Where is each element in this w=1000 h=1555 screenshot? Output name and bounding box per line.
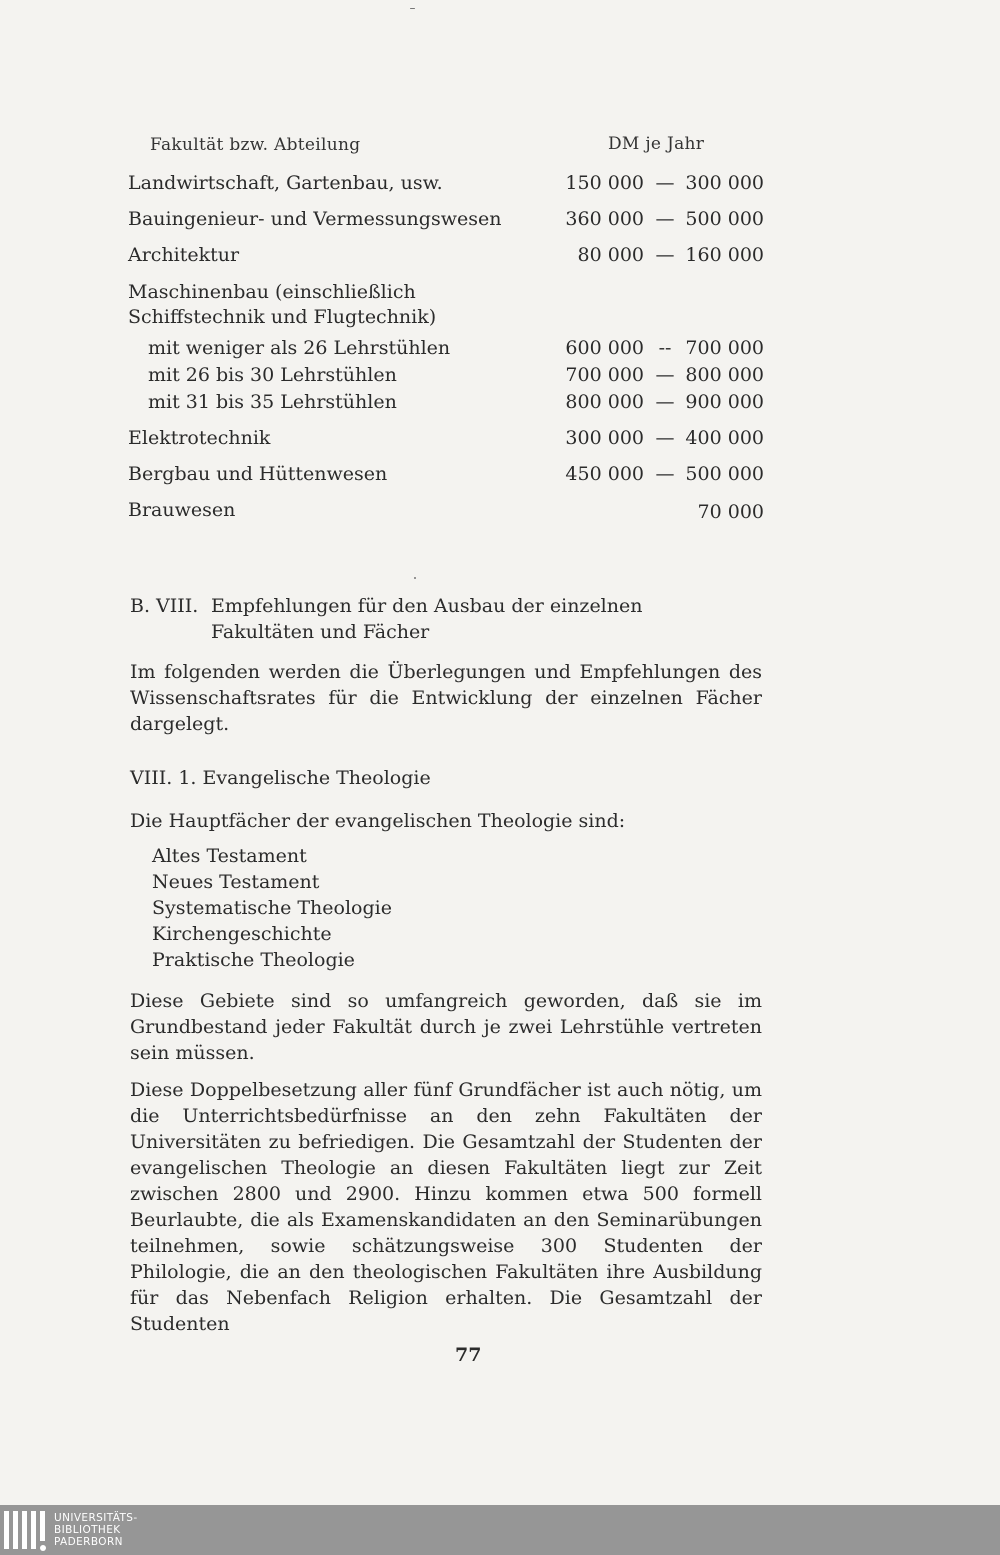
table-header-amount: DM je Jahr xyxy=(608,134,705,154)
range-dash: — xyxy=(655,208,675,230)
section-title-line2: Fakultäten und Fächer xyxy=(211,621,430,643)
table-row xyxy=(128,172,764,202)
row-value-low: 600 000 xyxy=(565,337,644,359)
table-row xyxy=(128,364,764,394)
table-row xyxy=(128,499,764,529)
list-item: Systematische Theologie xyxy=(152,897,392,919)
row-label: Bauingenieur- und Vermessungswesen xyxy=(128,208,502,230)
row-value-high: 160 000 xyxy=(685,244,764,266)
row-value-high: 800 000 xyxy=(685,364,764,386)
scan-speck xyxy=(414,577,416,579)
row-value-high: 500 000 xyxy=(685,208,764,230)
range-dash: — xyxy=(655,172,675,194)
row-value-low: 800 000 xyxy=(565,391,644,413)
row-label-continuation: Schiffstechnik und Flugtechnik) xyxy=(128,306,437,328)
row-label: Maschinenbau (einschließlich xyxy=(128,281,416,303)
lead-sentence: Die Hauptfächer der evangelischen Theologie sind: xyxy=(130,810,626,832)
library-name-line: BIBLIOTHEK xyxy=(54,1524,121,1536)
page-number: 77 xyxy=(455,1344,482,1366)
range-dash: — xyxy=(655,463,675,485)
row-value-low: 360 000 xyxy=(565,208,644,230)
row-value-low: 700 000 xyxy=(565,364,644,386)
row-value-low: 80 000 xyxy=(577,244,644,266)
list-item: Kirchengeschichte xyxy=(152,923,332,945)
list-item: Altes Testament xyxy=(152,845,307,867)
section-number: B. VIII. xyxy=(130,595,199,617)
row-label: Architektur xyxy=(128,244,240,266)
scan-speck xyxy=(410,8,415,9)
range-dash: -- xyxy=(658,337,672,359)
row-value-low: 450 000 xyxy=(565,463,644,485)
list-item: Neues Testament xyxy=(152,871,320,893)
subject-list xyxy=(152,843,392,973)
table-row xyxy=(128,337,764,367)
row-value-low: 150 000 xyxy=(565,172,644,194)
row-value-high: 400 000 xyxy=(685,427,764,449)
table-row xyxy=(128,391,764,421)
paragraph: Diese Doppelbesetzung aller fünf Grundfächer ist auch nötig, um die Unterrichtsbedürfnisse an den zehn Fakultäten der Universitäten zu befriedigen. Die Gesamtzahl der Studenten der evangelischen Theologie an diesen Fakultäten liegt zur Zeit zwischen 2800 und 2900. Hinzu kommen etwa 500 formell Beurlaubte, die als Examenskandidaten an den Seminarübungen teilnehmen, sowie schätzungsweise 300 Studenten der Philologie, die an den theologischen Fakultäten ihre Ausbildung für das Nebenfach Religion erhalten. Die Gesamtzahl der Studenten xyxy=(130,1079,762,1335)
row-value-high: 300 000 xyxy=(685,172,764,194)
row-label: mit 26 bis 30 Lehrstühlen xyxy=(148,364,397,386)
row-value-high: 70 000 xyxy=(697,501,764,523)
range-dash: — xyxy=(655,244,675,266)
library-logo-icon xyxy=(4,1511,46,1551)
row-label: mit 31 bis 35 Lehrstühlen xyxy=(148,391,397,413)
library-name-line: PADERBORN xyxy=(54,1536,123,1548)
intro-paragraph: Im folgenden werden die Überlegungen und Empfehlungen des Wissenschaftsrates für die Entwicklung der einzelnen Fächer dargelegt. xyxy=(130,661,762,735)
row-value-low: 300 000 xyxy=(565,427,644,449)
row-label: Elektrotechnik xyxy=(128,427,271,449)
row-label: Bergbau und Hüttenwesen xyxy=(128,463,388,485)
row-value-high: 700 000 xyxy=(685,337,764,359)
library-name-line: UNIVERSITÄTS- xyxy=(54,1512,138,1524)
row-label: Brauwesen xyxy=(128,499,236,521)
row-value-high: 500 000 xyxy=(685,463,764,485)
table-row xyxy=(128,208,764,238)
row-label: mit weniger als 26 Lehrstühlen xyxy=(148,337,451,359)
subsection-heading: VIII. 1. Evangelische Theologie xyxy=(130,767,431,789)
library-footer-bar xyxy=(0,1505,1000,1555)
list-item: Praktische Theologie xyxy=(152,949,355,971)
range-dash: — xyxy=(655,427,675,449)
table-row xyxy=(128,427,764,457)
table-header-faculty: Fakultät bzw. Abteilung xyxy=(150,135,361,155)
table-row xyxy=(128,244,764,274)
range-dash: — xyxy=(655,364,675,386)
row-value-high: 900 000 xyxy=(685,391,764,413)
table-row xyxy=(128,463,764,493)
section-title-line1: Empfehlungen für den Ausbau der einzelnen xyxy=(211,595,643,617)
row-label: Landwirtschaft, Gartenbau, usw. xyxy=(128,172,443,194)
library-name xyxy=(54,1512,138,1548)
range-dash: — xyxy=(655,391,675,413)
paragraph: Diese Gebiete sind so umfangreich geworden, daß sie im Grundbestand jeder Fakultät durch je zwei Lehrstühle vertreten sein müssen. xyxy=(130,990,762,1064)
